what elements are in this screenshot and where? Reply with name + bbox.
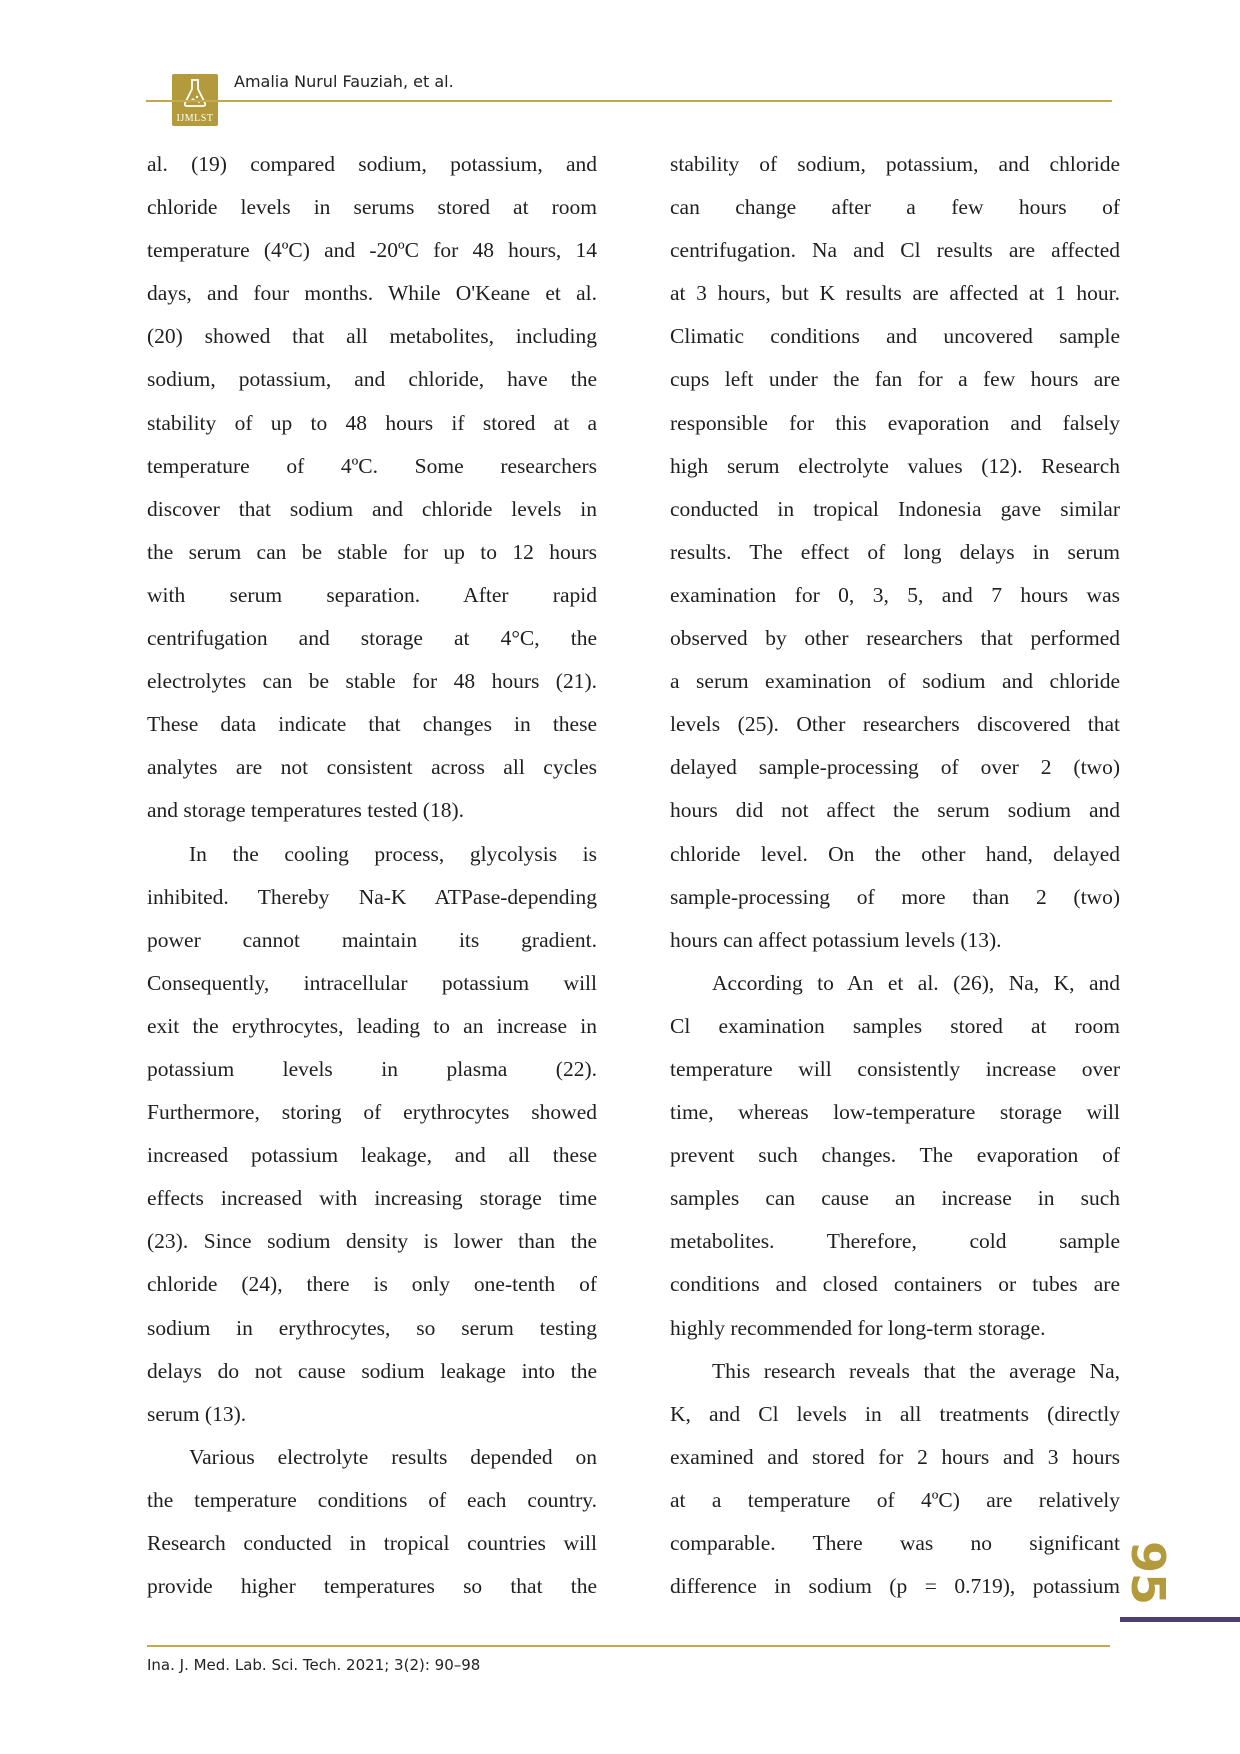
text-line: potassium levels in plasma (22).	[147, 1056, 597, 1081]
text-line: serum (13).	[147, 1401, 247, 1426]
text-line: stability of sodium, potassium, and chloride	[670, 152, 1120, 176]
text-line: hours can affect potassium levels (13).	[670, 927, 1002, 952]
logo-text: IJMLST	[176, 113, 214, 124]
text-line: centrifugation. Na and Cl results are affected	[670, 238, 1120, 263]
text-line: levels (25). Other researchers discovered that	[670, 712, 1120, 737]
text-line: exit the erythrocytes, leading to an increase in	[147, 1013, 597, 1038]
text-line: effects increased with increasing storage time	[147, 1186, 597, 1211]
text-line: highly recommended for long-term storage.	[670, 1315, 1046, 1340]
text-line: can change after a few hours of	[670, 195, 1120, 220]
text-line: comparable. There was no significant	[670, 1531, 1120, 1555]
text-line: at a temperature of 4ºC) are relatively	[670, 1487, 1120, 1512]
text-line: observed by other researchers that performed	[670, 626, 1120, 651]
text-line: chloride levels in serums stored at room	[147, 195, 597, 220]
text-line: time, whereas low-temperature storage will	[670, 1100, 1120, 1125]
text-line: Consequently, intracellular potassium will	[147, 970, 597, 995]
text-line: Research conducted in tropical countries will	[147, 1531, 597, 1555]
page-header	[146, 62, 1112, 124]
text-line: results. The effect of long delays in serum	[670, 539, 1120, 564]
text-line: conducted in tropical Indonesia gave similar	[670, 496, 1120, 521]
text-line: sodium, potassium, and chloride, have the	[147, 367, 597, 392]
text-line: a serum examination of sodium and chloride	[670, 669, 1120, 694]
text-line: analytes are not consistent across all cycles	[147, 755, 597, 780]
text-line: cups left under the fan for a few hours are	[670, 367, 1120, 392]
text-line: hours did not affect the serum sodium and	[670, 798, 1120, 823]
text-line: electrolytes can be stable for 48 hours (21).	[147, 669, 597, 694]
text-line: Cl examination samples stored at room	[670, 1013, 1120, 1038]
text-line: high serum electrolyte values (12). Research	[670, 453, 1120, 478]
text-line: metabolites. Therefore, cold sample	[670, 1229, 1120, 1254]
text-line: al. (19) compared sodium, potassium, and	[147, 152, 597, 176]
text-line: (20) showed that all metabolites, including	[147, 324, 597, 349]
journal-citation: Ina. J. Med. Lab. Sci. Tech. 2021; 3(2): 90–98	[147, 1656, 481, 1674]
text-line: examined and stored for 2 hours and 3 hours	[670, 1444, 1120, 1469]
running-head-author: Amalia Nurul Fauziah, et al.	[234, 72, 454, 91]
page-marker-bar	[1120, 1617, 1240, 1622]
text-line: Climatic conditions and uncovered sample	[670, 324, 1120, 349]
text-line: According to An et al. (26), Na, K, and	[712, 970, 1120, 995]
text-line: sample-processing of more than 2 (two)	[670, 884, 1120, 909]
footer-rule	[147, 1645, 1110, 1647]
text-line: K, and Cl levels in all treatments (directly	[670, 1401, 1120, 1426]
text-line: stability of up to 48 hours if stored at a	[147, 410, 597, 435]
text-line: temperature will consistently increase over	[670, 1056, 1120, 1081]
text-line: days, and four months. While O'Keane et al.	[147, 281, 597, 306]
flask-icon	[181, 78, 209, 108]
text-line: power cannot maintain its gradient.	[147, 927, 597, 952]
text-line: conditions and closed containers or tubes are	[670, 1272, 1120, 1297]
left-column	[147, 143, 597, 1608]
text-line: discover that sodium and chloride levels in	[147, 496, 597, 521]
header-rule	[146, 100, 1112, 102]
text-line: the temperature conditions of each country.	[147, 1487, 597, 1512]
text-line: the serum can be stable for up to 12 hours	[147, 539, 597, 564]
text-line: difference in sodium (p = 0.719), potassium	[670, 1574, 1120, 1599]
text-line: Furthermore, storing of erythrocytes showed	[147, 1100, 597, 1125]
text-line: with serum separation. After rapid	[147, 582, 597, 607]
text-line: In the cooling process, glycolysis is	[189, 841, 597, 866]
text-line: (23). Since sodium density is lower than the	[147, 1229, 597, 1254]
text-line: samples can cause an increase in such	[670, 1186, 1120, 1211]
text-line: centrifugation and storage at 4°C, the	[147, 626, 597, 651]
text-line: examination for 0, 3, 5, and 7 hours was	[670, 582, 1120, 607]
text-line: Various electrolyte results depended on	[189, 1444, 597, 1469]
text-line: provide higher temperatures so that the	[147, 1574, 597, 1599]
text-line: These data indicate that changes in these	[147, 712, 597, 737]
right-column	[670, 143, 1120, 1608]
text-line: inhibited. Thereby Na-K ATPase-depending	[147, 884, 597, 909]
text-line: at 3 hours, but K results are affected at 1 hour.	[670, 281, 1120, 306]
text-line: chloride (24), there is only one-tenth of	[147, 1272, 597, 1297]
text-line: increased potassium leakage, and all these	[147, 1143, 597, 1168]
text-line: temperature of 4ºC. Some researchers	[147, 453, 597, 478]
text-line: delayed sample-processing of over 2 (two)	[670, 755, 1120, 780]
text-line: delays do not cause sodium leakage into the	[147, 1358, 597, 1383]
text-line: sodium in erythrocytes, so serum testing	[147, 1315, 597, 1340]
text-line: temperature (4ºC) and -20ºC for 48 hours, 14	[147, 238, 597, 263]
text-line: responsible for this evaporation and falsely	[670, 410, 1120, 435]
text-line: and storage temperatures tested (18).	[147, 798, 464, 823]
page-number: 95	[1121, 1541, 1175, 1606]
text-line: prevent such changes. The evaporation of	[670, 1143, 1120, 1168]
text-line: This research reveals that the average Na,	[712, 1358, 1120, 1383]
text-line: chloride level. On the other hand, delayed	[670, 841, 1120, 866]
